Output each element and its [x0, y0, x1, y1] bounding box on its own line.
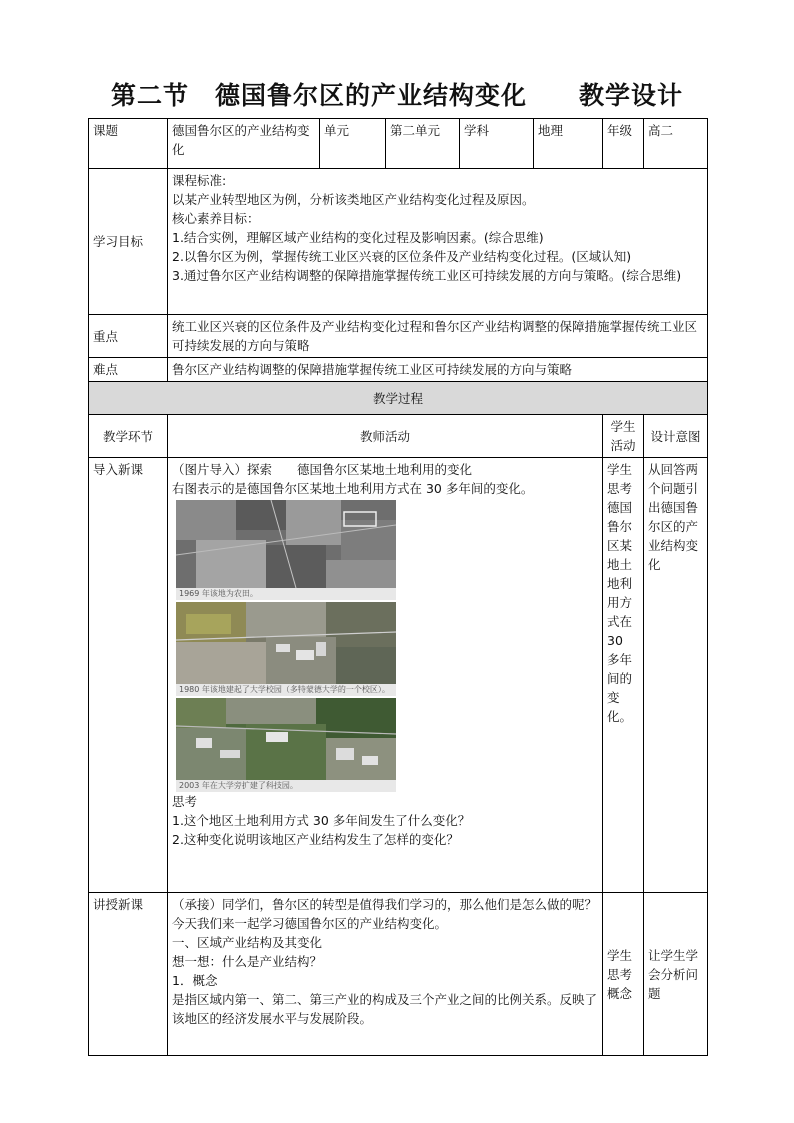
new-lesson-line: 是指区域内第一、第二、第三产业的构成及三个产业之间的比例关系。反映了该地区的经济发展水平与发展阶段。 [172, 992, 598, 1026]
intro-intent: 从回答两个问题引出德国鲁尔区的产业结构变化 [644, 458, 708, 893]
page-title: 第二节 德国鲁尔区的产业结构变化 教学设计 [110, 81, 683, 110]
intro-row [89, 458, 708, 893]
topic-value: 德国鲁尔区的产业结构变化 [168, 119, 320, 169]
new-lesson-line: 想一想：什么是产业结构？ [172, 954, 323, 969]
think-question: 1.这个地区土地利用方式 30 多年间发生了什么变化？ [172, 813, 471, 828]
objectives-row [89, 169, 708, 315]
intro-line: 右图表示的是德国鲁尔区某地土地利用方式在 30 多年间的变化。 [172, 481, 534, 496]
process-header: 教学过程 [89, 382, 708, 415]
new-lesson-student: 学生思考概念 [603, 893, 644, 1056]
columns-row [89, 415, 708, 458]
new-lesson-teacher [168, 893, 603, 1056]
new-lesson-line: 一、区域产业结构及其变化 [172, 935, 323, 950]
lesson-plan-table [88, 118, 708, 1056]
grade-label: 年级 [603, 119, 644, 169]
difficulties-label: 难点 [89, 358, 168, 382]
new-lesson-line: （承接）同学们，鲁尔区的转型是值得我们学习的，那么他们是怎么做的呢？今天我们来一起学习德国鲁尔区的产业结构变化。 [172, 897, 598, 931]
objectives-line: 以某产业转型地区为例，分析该类地区产业结构变化过程及原因。 [172, 192, 535, 207]
intro-teacher [168, 458, 603, 893]
new-lesson-line: 1．概念 [172, 973, 218, 988]
key-points-label: 重点 [89, 315, 168, 358]
topic-label: 课题 [89, 119, 168, 169]
new-lesson-stage: 讲授新课 [89, 893, 168, 1056]
key-points-text: 统工业区兴衰的区位条件及产业结构变化过程和鲁尔区产业结构调整的保障措施掌握传统工业区可持续发展的方向与策略 [168, 315, 708, 358]
col-teacher: 教师活动 [168, 415, 603, 458]
photo-caption: 2003 年在大学旁扩建了科技园。 [176, 780, 396, 792]
new-lesson-row [89, 893, 708, 1056]
header-row [89, 119, 708, 169]
difficulties-row [89, 358, 708, 382]
col-student: 学生活动 [603, 415, 644, 458]
photo-caption: 1980 年该地建起了大学校园（多特蒙德大学的一个校区）。 [176, 684, 396, 696]
col-stage: 教学环节 [89, 415, 168, 458]
objectives-line: 课程标准: [172, 173, 227, 188]
aerial-photo-1980 [176, 602, 396, 696]
col-intent: 设计意图 [644, 415, 708, 458]
think-heading: 思考 [172, 794, 198, 809]
aerial-photo-1969 [176, 500, 396, 600]
intro-stage: 导入新课 [89, 458, 168, 893]
intro-line: （图片导入）探索 德国鲁尔区某地土地利用的变化 [172, 462, 473, 477]
photo-caption: 1969 年该地为农田。 [176, 588, 396, 600]
unit-label: 单元 [320, 119, 386, 169]
subject-value: 地理 [534, 119, 603, 169]
subject-label: 学科 [460, 119, 534, 169]
grade-value: 高二 [644, 119, 708, 169]
intro-student: 学生思考德国鲁尔区某地土地利用方式在 30 多年间的变化。 [603, 458, 644, 893]
difficulties-text: 鲁尔区产业结构调整的保障措施掌握传统工业区可持续发展的方向与策略 [168, 358, 708, 382]
objectives-label: 学习目标 [89, 169, 168, 315]
objectives-content [168, 169, 708, 315]
new-lesson-intent: 让学生学会分析问题 [644, 893, 708, 1056]
objectives-line: 3.通过鲁尔区产业结构调整的保障措施掌握传统工业区可持续发展的方向与策略。(综合思维) [172, 268, 682, 283]
objectives-line: 核心素养目标： [172, 211, 260, 226]
objectives-line: 2.以鲁尔区为例，掌握传统工业区兴衰的区位条件及产业结构变化过程。(区域认知) [172, 249, 632, 264]
process-header-row [89, 382, 708, 415]
think-question: 2.这种变化说明该地区产业结构发生了怎样的变化？ [172, 832, 459, 847]
key-points-row [89, 315, 708, 358]
aerial-photo-2003 [176, 698, 396, 792]
unit-value: 第二单元 [386, 119, 460, 169]
objectives-line: 1.结合实例，理解区域产业结构的变化过程及影响因素。(综合思维) [172, 230, 544, 245]
